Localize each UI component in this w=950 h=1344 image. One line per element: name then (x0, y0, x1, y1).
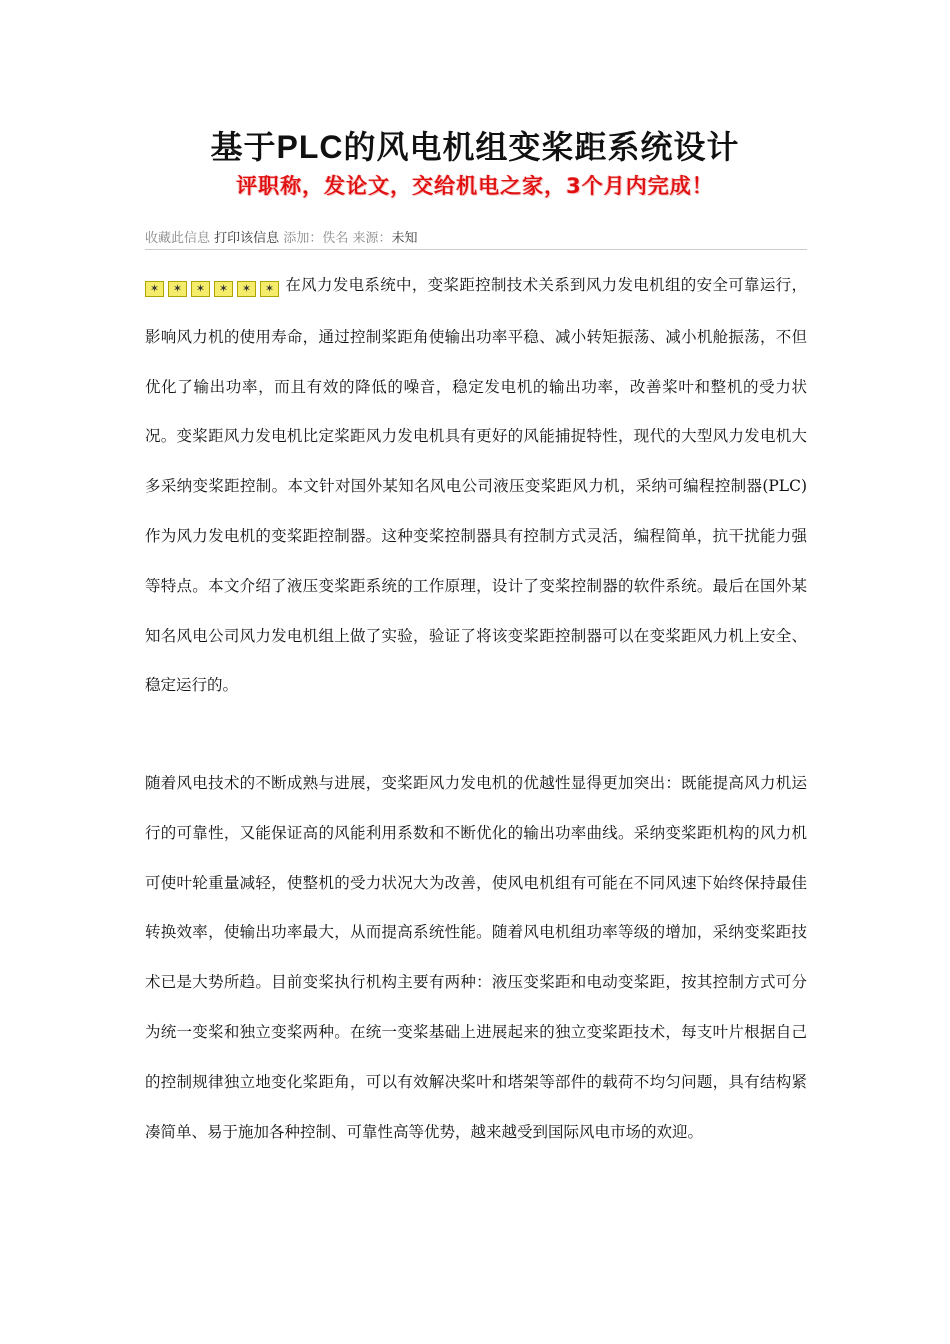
star-rating-icon: ✶ (168, 281, 187, 297)
source-value: 未知 (391, 231, 418, 246)
body-paragraph-1 (145, 261, 807, 711)
star-rating-icon: ✶ (145, 281, 164, 297)
paragraph-1-text: 在风力发电系统中，变桨距控制技术关系到风力发电机组的安全可靠运行，影响风力机的使用寿命，通过控制桨距角使输出功率平稳、减小转矩振荡、减小机舱振荡，不但优化了输出功率，而且有效的降低的噪音，稳定发电机的输出功率，改善桨叶和整机的受力状况。变桨距风力发电机比定桨距风力发电机具有更好的风能捕捉特性，现代的大型风力发电机大多采纳变桨距控制。本文针对国外某知名风电公司液压变桨距风力机，采纳可编程控制器(PLC)作为风力发电机的变桨距控制器。这种变桨控制器具有控制方式灵活，编程简单，抗干扰能力强等特点。本文介绍了液压变桨距系统的工作原理，设计了变桨控制器的软件系统。最后在国外某知名风电公司风力发电机组上做了实验，验证了将该变桨距控制器可以在变桨距风力机上安全、稳定运行的。 (145, 276, 807, 695)
print-link[interactable]: 打印该信息 (214, 231, 280, 246)
source-label: 来源： (352, 231, 392, 246)
article-title (0, 122, 950, 168)
title-suffix: 的风电机组变桨距系统设计 (343, 128, 740, 166)
added-label: 添加： (283, 231, 323, 246)
article-meta-bar (145, 227, 807, 250)
favorite-link[interactable]: 收藏此信息 (145, 231, 211, 246)
body-paragraph-2: 随着风电技术的不断成熟与进展，变桨距风力发电机的优越性显得更加突出：既能提高风力机运行的可靠性，又能保证高的风能利用系数和不断优化的输出功率曲线。采纳变桨距机构的风力机可使叶轮重量减轻，使整机的受力状况大为改善，使风电机组有可能在不同风速下始终保持最佳转换效率，使输出功率最大，从而提高系统性能。随着风电机组功率等级的增加，采纳变桨距技术已是大势所趋。目前变桨执行机构主要有两种：液压变桨距和电动变桨距，按其控制方式可分为统一变桨和独立变桨两种。在统一变桨基础上进展起来的独立变桨距技术，每支叶片根据自己的控制规律独立地变化桨距角，可以有效解决桨叶和塔架等部件的载荷不均匀问题，具有结构紧凑简单、易于施加各种控制、可靠性高等优势，越来越受到国际风电市场的欢迎。 (145, 774, 807, 1141)
star-rating-icon: ✶ (260, 281, 279, 297)
title-prefix: 基于 (210, 128, 277, 166)
star-rating-icon: ✶ (214, 281, 233, 297)
title-latin: PLC (276, 129, 344, 165)
star-rating-icon: ✶ (237, 281, 256, 297)
star-rating-icon: ✶ (191, 281, 210, 297)
star-rating (145, 263, 283, 313)
promo-slogan: 评职称，发论文，交给机电之家，3个月内完成！ (236, 174, 714, 198)
added-value: 佚名 (322, 231, 349, 246)
